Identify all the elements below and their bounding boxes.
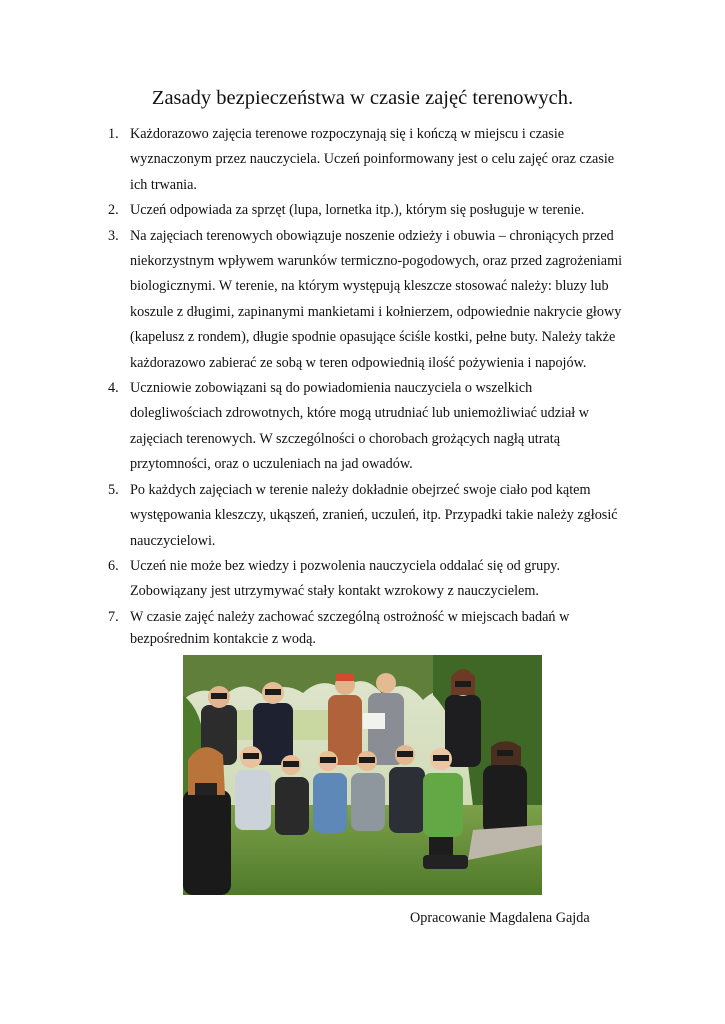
rule-number: 3.	[108, 227, 119, 244]
author-credit: Opracowanie Magdalena Gajda	[410, 910, 590, 926]
rule-item-3	[108, 224, 638, 376]
rule-text	[130, 478, 638, 554]
rule-line: Po każdych zajęciach w terenie należy dokładnie obejrzeć swoje ciało pod kątem	[130, 481, 591, 498]
rule-line: każdorazowo zabierać ze sobą w teren odpowiednią ilość pożywienia i napojów.	[130, 354, 587, 371]
rule-text	[130, 198, 638, 223]
rule-line: biologicznymi. W terenie, na którym występują kleszcze stosować należy: bluzy lub	[130, 278, 609, 295]
page-title: Zasady bezpieczeństwa w czasie zajęć terenowych.	[151, 87, 574, 109]
rule-line: wyznaczonym przez nauczyciela. Uczeń poinformowany jest o celu zajęć oraz czasie	[130, 151, 615, 168]
rule-number: 1.	[108, 126, 119, 142]
rule-text	[130, 376, 638, 478]
rule-line: bezpośrednim kontakcie z wodą.	[130, 631, 316, 648]
rule-line: W czasie zajęć należy zachować szczególną ostrożność w miejscach badań w	[130, 608, 570, 625]
rule-line: Uczniowie zobowiązani są do powiadomienia nauczyciela o wszelkich	[130, 380, 533, 397]
rule-text	[130, 605, 638, 649]
rule-line: niekorzystnym wpływem warunków termiczno-pogodowych, oraz przed zagrożeniami	[130, 253, 623, 270]
rule-line: zajęciach terenowych. W szczególności o chorobach grożących nagłą utratą	[130, 430, 561, 447]
rule-line: (kapelusz z rondem), długie spodnie opasujące ściśle kostki, pełne buty. Należy także	[130, 329, 616, 346]
rule-item-4	[108, 376, 638, 478]
rule-item-7	[108, 605, 638, 649]
rule-item-5	[108, 478, 638, 554]
rules-list	[108, 122, 638, 649]
rule-text	[130, 122, 638, 198]
rule-number: 4.	[108, 380, 119, 397]
rule-line: Uczeń odpowiada za sprzęt (lupa, lornetka itp.), którym się posługuje w terenie.	[130, 202, 585, 219]
rule-number: 7.	[108, 608, 119, 625]
rule-line: koszule z długimi, zapinanymi mankietami i kołnierzem, odpowiednie nakrycie głowy	[130, 303, 622, 320]
rule-line: nauczycielowi.	[130, 532, 216, 549]
rule-number: 5.	[108, 481, 119, 498]
rule-number: 6.	[108, 557, 119, 574]
rule-line: przytomności, oraz o uczuleniach na jad owadów.	[130, 456, 413, 473]
rule-item-1	[108, 122, 638, 198]
rule-line: dolegliwościach zdrowotnych, które mogą utrudniać lub uniemożliwiać udział w	[130, 405, 589, 422]
rule-item-6	[108, 554, 638, 605]
rule-line: występowania kleszczy, ukąszeń, zranień, uczuleń, itp. Przypadki takie należy zgłosić	[130, 507, 618, 524]
rule-number: 2.	[108, 202, 119, 219]
rule-line: Zobowiązany jest utrzymywać stały kontakt wzrokowy z nauczycielem.	[130, 583, 539, 600]
rule-line: Na zajęciach terenowych obowiązuje noszenie odzieży i obuwia – chroniących przed	[130, 227, 614, 244]
group-photo	[183, 655, 542, 895]
rule-item-2	[108, 198, 638, 223]
rule-text	[130, 554, 638, 605]
rule-line: ich trwania.	[130, 176, 197, 193]
rule-text	[130, 224, 638, 376]
rule-line: Uczeń nie może bez wiedzy i pozwolenia nauczyciela oddalać się od grupy.	[130, 557, 561, 574]
rule-line: Każdorazowo zajęcia terenowe rozpoczynają się i kończą w miejscu i czasie	[130, 126, 565, 142]
